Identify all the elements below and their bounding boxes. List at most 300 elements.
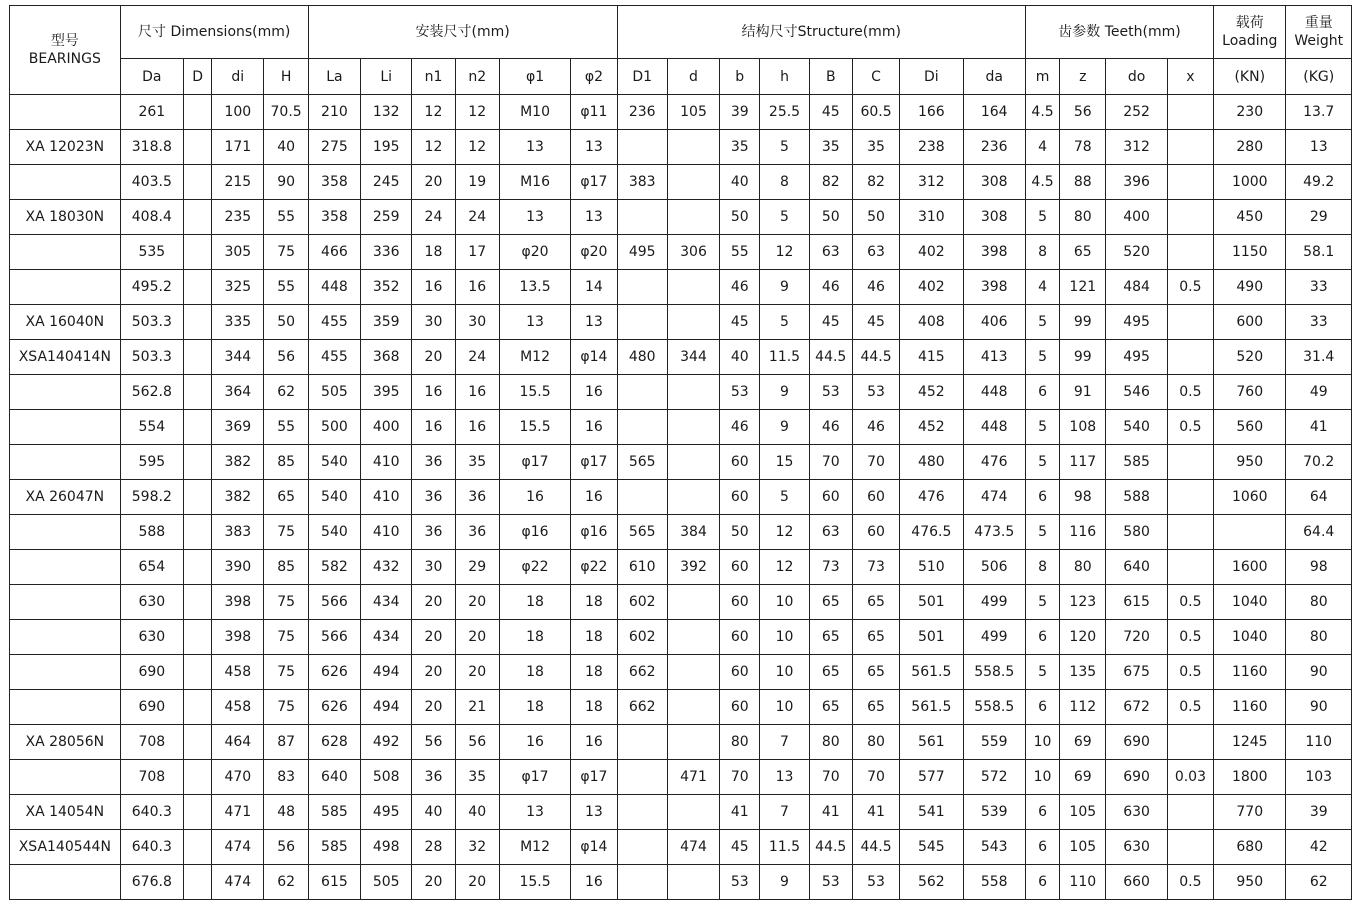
table-cell: 13 bbox=[499, 200, 570, 235]
table-cell: 55 bbox=[264, 270, 308, 305]
table-cell: 572 bbox=[963, 760, 1025, 795]
table-cell: 455 bbox=[308, 305, 360, 340]
table-cell: 171 bbox=[212, 130, 264, 165]
table-cell: 558 bbox=[963, 865, 1025, 900]
table-cell: 0.5 bbox=[1167, 270, 1213, 305]
table-cell: 90 bbox=[1286, 655, 1352, 690]
table-cell: 503.3 bbox=[120, 340, 183, 375]
table-cell: 480 bbox=[617, 340, 667, 375]
header-loading-en: Loading bbox=[1222, 33, 1278, 49]
table-cell: 75 bbox=[264, 690, 308, 725]
table-cell bbox=[1167, 795, 1213, 830]
column-header: d bbox=[667, 59, 719, 95]
table-cell bbox=[184, 550, 212, 585]
model-cell bbox=[10, 865, 121, 900]
table-cell: 16 bbox=[412, 410, 455, 445]
table-cell: 16 bbox=[571, 865, 617, 900]
table-cell: 11.5 bbox=[760, 340, 809, 375]
table-cell: 53 bbox=[809, 375, 852, 410]
table-cell: 492 bbox=[361, 725, 412, 760]
table-cell: 0.5 bbox=[1167, 690, 1213, 725]
table-cell bbox=[184, 410, 212, 445]
table-cell: 16 bbox=[499, 480, 570, 515]
table-cell: 10 bbox=[1025, 725, 1059, 760]
table-cell: 402 bbox=[900, 235, 963, 270]
table-cell bbox=[184, 445, 212, 480]
table-cell: 18 bbox=[571, 620, 617, 655]
table-cell bbox=[184, 200, 212, 235]
table-cell: 20 bbox=[412, 620, 455, 655]
table-cell: 53 bbox=[852, 865, 899, 900]
table-cell: 29 bbox=[1286, 200, 1352, 235]
table-cell: 540 bbox=[1106, 410, 1167, 445]
table-cell: φ17 bbox=[499, 445, 570, 480]
table-cell: 12 bbox=[455, 95, 499, 130]
table-cell: 9 bbox=[760, 270, 809, 305]
table-cell: 448 bbox=[963, 375, 1025, 410]
table-cell: 680 bbox=[1214, 830, 1286, 865]
table-cell bbox=[184, 305, 212, 340]
table-cell: 110 bbox=[1060, 865, 1106, 900]
table-cell: 501 bbox=[900, 585, 963, 620]
table-cell: 41 bbox=[852, 795, 899, 830]
table-cell: 10 bbox=[1025, 760, 1059, 795]
table-cell: 236 bbox=[963, 130, 1025, 165]
table-cell bbox=[667, 165, 719, 200]
header-model bbox=[10, 6, 121, 95]
table-cell: 566 bbox=[308, 585, 360, 620]
table-cell: 20 bbox=[412, 865, 455, 900]
table-cell: 5 bbox=[1025, 410, 1059, 445]
table-cell: 70.5 bbox=[264, 95, 308, 130]
table-cell: 275 bbox=[308, 130, 360, 165]
table-cell: 35 bbox=[720, 130, 760, 165]
model-cell: XA 12023N bbox=[10, 130, 121, 165]
table-cell: 383 bbox=[617, 165, 667, 200]
table-cell bbox=[1167, 725, 1213, 760]
table-cell bbox=[1167, 830, 1213, 865]
table-cell: 676.8 bbox=[120, 865, 183, 900]
table-cell: 1040 bbox=[1214, 620, 1286, 655]
table-cell: 62 bbox=[1286, 865, 1352, 900]
table-cell: 1060 bbox=[1214, 480, 1286, 515]
table-cell: 6 bbox=[1025, 795, 1059, 830]
header-teeth: 齿参数 Teeth(mm) bbox=[1025, 6, 1213, 59]
table-cell: 50 bbox=[720, 200, 760, 235]
table-cell: 13 bbox=[760, 760, 809, 795]
model-cell: XSA140544N bbox=[10, 830, 121, 865]
table-cell: 585 bbox=[308, 830, 360, 865]
table-cell: 20 bbox=[412, 165, 455, 200]
table-cell: 18 bbox=[571, 655, 617, 690]
table-cell: φ17 bbox=[499, 760, 570, 795]
table-cell bbox=[1167, 165, 1213, 200]
table-cell: 70 bbox=[852, 760, 899, 795]
model-cell: XA 18030N bbox=[10, 200, 121, 235]
table-cell: 476.5 bbox=[900, 515, 963, 550]
table-cell: M12 bbox=[499, 830, 570, 865]
table-cell: 0.5 bbox=[1167, 865, 1213, 900]
table-cell: M16 bbox=[499, 165, 570, 200]
table-cell: 640 bbox=[308, 760, 360, 795]
table-cell: 135 bbox=[1060, 655, 1106, 690]
table-cell: 474 bbox=[963, 480, 1025, 515]
table-cell: 395 bbox=[361, 375, 412, 410]
table-cell: 120 bbox=[1060, 620, 1106, 655]
table-cell: 382 bbox=[212, 480, 264, 515]
column-header: x bbox=[1167, 59, 1213, 95]
table-cell: 55 bbox=[264, 200, 308, 235]
table-cell: φ22 bbox=[499, 550, 570, 585]
table-cell: 480 bbox=[900, 445, 963, 480]
table-cell: 6 bbox=[1025, 375, 1059, 410]
table-cell: 5 bbox=[1025, 340, 1059, 375]
model-cell bbox=[10, 760, 121, 795]
table-cell: 398 bbox=[212, 620, 264, 655]
table-cell: 16 bbox=[571, 480, 617, 515]
table-cell: 60 bbox=[720, 480, 760, 515]
table-cell: 49.2 bbox=[1286, 165, 1352, 200]
table-cell: 325 bbox=[212, 270, 264, 305]
table-cell: 499 bbox=[963, 585, 1025, 620]
table-cell bbox=[617, 795, 667, 830]
table-cell bbox=[1167, 515, 1213, 550]
table-cell: 252 bbox=[1106, 95, 1167, 130]
table-cell: 494 bbox=[361, 690, 412, 725]
table-cell: 312 bbox=[1106, 130, 1167, 165]
table-cell: 60 bbox=[720, 620, 760, 655]
column-header: do bbox=[1106, 59, 1167, 95]
table-cell: 0.5 bbox=[1167, 585, 1213, 620]
table-cell: 402 bbox=[900, 270, 963, 305]
table-cell: 41 bbox=[720, 795, 760, 830]
table-cell: 261 bbox=[120, 95, 183, 130]
column-header: (KN) bbox=[1214, 59, 1286, 95]
table-cell: 98 bbox=[1286, 550, 1352, 585]
table-cell bbox=[617, 305, 667, 340]
table-cell: 39 bbox=[720, 95, 760, 130]
table-cell: 5 bbox=[1025, 515, 1059, 550]
table-cell: 132 bbox=[361, 95, 412, 130]
table-cell: 8 bbox=[1025, 235, 1059, 270]
table-cell: 12 bbox=[455, 130, 499, 165]
table-cell: 602 bbox=[617, 585, 667, 620]
table-cell: 49 bbox=[1286, 375, 1352, 410]
table-cell bbox=[667, 270, 719, 305]
table-cell: 35 bbox=[455, 445, 499, 480]
table-cell: 80 bbox=[1286, 585, 1352, 620]
table-cell: 195 bbox=[361, 130, 412, 165]
table-body bbox=[10, 95, 1352, 900]
table-cell: 448 bbox=[963, 410, 1025, 445]
table-cell: 21 bbox=[455, 690, 499, 725]
table-cell bbox=[184, 725, 212, 760]
table-cell: 520 bbox=[1106, 235, 1167, 270]
table-cell: 336 bbox=[361, 235, 412, 270]
table-cell: 123 bbox=[1060, 585, 1106, 620]
table-cell: 69 bbox=[1060, 760, 1106, 795]
table-cell: 4.5 bbox=[1025, 165, 1059, 200]
table-cell: 105 bbox=[1060, 830, 1106, 865]
table-cell: 98 bbox=[1060, 480, 1106, 515]
table-cell: 16 bbox=[571, 410, 617, 445]
table-cell: 90 bbox=[264, 165, 308, 200]
table-cell: 46 bbox=[720, 270, 760, 305]
table-cell: 400 bbox=[1106, 200, 1167, 235]
table-cell: 1040 bbox=[1214, 585, 1286, 620]
table-cell: 31.4 bbox=[1286, 340, 1352, 375]
table-cell: φ20 bbox=[571, 235, 617, 270]
table-cell: 235 bbox=[212, 200, 264, 235]
table-row bbox=[10, 725, 1352, 760]
table-cell: 6 bbox=[1025, 620, 1059, 655]
column-header: n2 bbox=[455, 59, 499, 95]
table-cell: 410 bbox=[361, 515, 412, 550]
table-cell: 10 bbox=[760, 585, 809, 620]
table-cell: 20 bbox=[412, 690, 455, 725]
table-cell: 117 bbox=[1060, 445, 1106, 480]
table-cell: 13 bbox=[571, 305, 617, 340]
table-cell bbox=[184, 480, 212, 515]
table-cell: 630 bbox=[1106, 830, 1167, 865]
table-cell: 495 bbox=[1106, 305, 1167, 340]
table-cell: 383 bbox=[212, 515, 264, 550]
table-cell: 520 bbox=[1214, 340, 1286, 375]
table-row bbox=[10, 165, 1352, 200]
table-cell: 90 bbox=[1286, 690, 1352, 725]
table-cell: 501 bbox=[900, 620, 963, 655]
table-cell: 471 bbox=[212, 795, 264, 830]
table-cell: 476 bbox=[963, 445, 1025, 480]
table-cell: 33 bbox=[1286, 270, 1352, 305]
table-cell: 720 bbox=[1106, 620, 1167, 655]
table-cell: 558.5 bbox=[963, 655, 1025, 690]
table-cell: 16 bbox=[499, 725, 570, 760]
table-cell: 88 bbox=[1060, 165, 1106, 200]
table-cell: 20 bbox=[455, 585, 499, 620]
table-cell: 675 bbox=[1106, 655, 1167, 690]
table-cell: 458 bbox=[212, 655, 264, 690]
table-cell: 44.5 bbox=[852, 830, 899, 865]
table-cell: 5 bbox=[760, 130, 809, 165]
table-cell: 40 bbox=[720, 340, 760, 375]
table-cell: 30 bbox=[412, 550, 455, 585]
table-cell: 50 bbox=[809, 200, 852, 235]
table-cell: 369 bbox=[212, 410, 264, 445]
table-cell bbox=[184, 620, 212, 655]
table-cell: 46 bbox=[720, 410, 760, 445]
table-cell: 29 bbox=[455, 550, 499, 585]
table-cell: 408.4 bbox=[120, 200, 183, 235]
table-cell: 358 bbox=[308, 200, 360, 235]
table-cell: 60 bbox=[809, 480, 852, 515]
table-cell bbox=[617, 130, 667, 165]
table-cell: 500 bbox=[308, 410, 360, 445]
table-cell: 30 bbox=[455, 305, 499, 340]
header-loading bbox=[1214, 6, 1286, 59]
model-cell: XSA140414N bbox=[10, 340, 121, 375]
table-row bbox=[10, 375, 1352, 410]
table-cell: 0.5 bbox=[1167, 375, 1213, 410]
table-cell: 56 bbox=[1060, 95, 1106, 130]
model-cell bbox=[10, 165, 121, 200]
table-cell: 9 bbox=[760, 375, 809, 410]
header-loading-zh: 载荷 bbox=[1235, 15, 1264, 31]
table-cell: 434 bbox=[361, 585, 412, 620]
table-cell: 398 bbox=[963, 270, 1025, 305]
table-cell: 15.5 bbox=[499, 410, 570, 445]
table-cell: 455 bbox=[308, 340, 360, 375]
table-cell: φ22 bbox=[571, 550, 617, 585]
table-row bbox=[10, 865, 1352, 900]
table-cell: φ16 bbox=[499, 515, 570, 550]
table-cell: 19 bbox=[455, 165, 499, 200]
column-header: h bbox=[760, 59, 809, 95]
table-cell: 1160 bbox=[1214, 690, 1286, 725]
table-cell: 588 bbox=[1106, 480, 1167, 515]
header-row-main bbox=[10, 6, 1352, 59]
table-cell: 950 bbox=[1214, 865, 1286, 900]
table-cell bbox=[184, 340, 212, 375]
table-cell: 566 bbox=[308, 620, 360, 655]
table-cell: 65 bbox=[852, 655, 899, 690]
table-cell bbox=[184, 270, 212, 305]
table-cell: 45 bbox=[809, 95, 852, 130]
table-cell: 400 bbox=[361, 410, 412, 445]
table-cell: 25.5 bbox=[760, 95, 809, 130]
table-cell: 595 bbox=[120, 445, 183, 480]
table-cell: 464 bbox=[212, 725, 264, 760]
table-cell: 40 bbox=[720, 165, 760, 200]
table-cell: 474 bbox=[667, 830, 719, 865]
table-cell bbox=[184, 690, 212, 725]
table-cell: 44.5 bbox=[809, 340, 852, 375]
table-cell: 628 bbox=[308, 725, 360, 760]
table-cell bbox=[667, 585, 719, 620]
table-cell: 543 bbox=[963, 830, 1025, 865]
table-cell: 70 bbox=[852, 445, 899, 480]
header-weight bbox=[1286, 6, 1352, 59]
table-cell: 554 bbox=[120, 410, 183, 445]
table-cell: 410 bbox=[361, 480, 412, 515]
column-header: φ2 bbox=[571, 59, 617, 95]
table-cell: 474 bbox=[212, 865, 264, 900]
table-cell: 82 bbox=[852, 165, 899, 200]
table-cell: 64.4 bbox=[1286, 515, 1352, 550]
table-cell: 546 bbox=[1106, 375, 1167, 410]
table-cell: 40 bbox=[412, 795, 455, 830]
table-cell bbox=[667, 410, 719, 445]
table-cell: 53 bbox=[809, 865, 852, 900]
table-cell: 390 bbox=[212, 550, 264, 585]
table-cell bbox=[184, 375, 212, 410]
table-cell: 82 bbox=[809, 165, 852, 200]
column-header: Da bbox=[120, 59, 183, 95]
table-cell: 506 bbox=[963, 550, 1025, 585]
table-cell: 452 bbox=[900, 375, 963, 410]
column-header: La bbox=[308, 59, 360, 95]
table-cell: 20 bbox=[455, 620, 499, 655]
table-cell: 403.5 bbox=[120, 165, 183, 200]
table-cell: 55 bbox=[720, 235, 760, 270]
table-cell: 70 bbox=[720, 760, 760, 795]
table-cell bbox=[667, 655, 719, 690]
model-cell bbox=[10, 620, 121, 655]
table-cell bbox=[617, 200, 667, 235]
table-cell: 458 bbox=[212, 690, 264, 725]
table-cell: 35 bbox=[809, 130, 852, 165]
table-cell: 16 bbox=[455, 375, 499, 410]
table-cell: 10 bbox=[760, 620, 809, 655]
table-row bbox=[10, 620, 1352, 655]
table-cell: 73 bbox=[809, 550, 852, 585]
table-cell: 415 bbox=[900, 340, 963, 375]
table-cell: 470 bbox=[212, 760, 264, 795]
column-header: n1 bbox=[412, 59, 455, 95]
table-cell: 0.5 bbox=[1167, 410, 1213, 445]
table-row bbox=[10, 515, 1352, 550]
table-cell: 452 bbox=[900, 410, 963, 445]
table-cell: 12 bbox=[760, 550, 809, 585]
column-header: z bbox=[1060, 59, 1106, 95]
table-cell: 950 bbox=[1214, 445, 1286, 480]
table-cell: 53 bbox=[720, 865, 760, 900]
table-cell: 63 bbox=[852, 235, 899, 270]
table-cell bbox=[1214, 515, 1286, 550]
table-cell: 18 bbox=[499, 620, 570, 655]
table-cell: 770 bbox=[1214, 795, 1286, 830]
table-cell: 44.5 bbox=[809, 830, 852, 865]
table-row bbox=[10, 200, 1352, 235]
table-cell: 16 bbox=[571, 725, 617, 760]
table-cell: 60.5 bbox=[852, 95, 899, 130]
table-cell: 35 bbox=[852, 130, 899, 165]
table-cell: 495 bbox=[1106, 340, 1167, 375]
table-cell: 60 bbox=[852, 480, 899, 515]
table-cell: 9 bbox=[760, 410, 809, 445]
table-cell: 335 bbox=[212, 305, 264, 340]
table-cell: 166 bbox=[900, 95, 963, 130]
table-cell: 20 bbox=[412, 585, 455, 620]
table-cell: 450 bbox=[1214, 200, 1286, 235]
table-cell: 65 bbox=[852, 690, 899, 725]
table-cell: 473.5 bbox=[963, 515, 1025, 550]
table-cell: 0.5 bbox=[1167, 620, 1213, 655]
table-row bbox=[10, 480, 1352, 515]
model-cell bbox=[10, 95, 121, 130]
table-cell: 1160 bbox=[1214, 655, 1286, 690]
table-cell: 62 bbox=[264, 865, 308, 900]
model-cell: XA 28056N bbox=[10, 725, 121, 760]
table-cell: 8 bbox=[760, 165, 809, 200]
table-cell: 62 bbox=[264, 375, 308, 410]
table-cell bbox=[667, 480, 719, 515]
table-cell: 17 bbox=[455, 235, 499, 270]
table-cell: 494 bbox=[361, 655, 412, 690]
table-cell: 5 bbox=[760, 305, 809, 340]
table-cell: 56 bbox=[455, 725, 499, 760]
column-header: C bbox=[852, 59, 899, 95]
table-cell: 654 bbox=[120, 550, 183, 585]
table-cell: 6 bbox=[1025, 830, 1059, 865]
table-cell: 1600 bbox=[1214, 550, 1286, 585]
table-cell: φ17 bbox=[571, 165, 617, 200]
table-cell: 83 bbox=[264, 760, 308, 795]
table-cell: 75 bbox=[264, 235, 308, 270]
table-cell: M10 bbox=[499, 95, 570, 130]
table-cell: 10 bbox=[760, 690, 809, 725]
table-cell: 708 bbox=[120, 725, 183, 760]
